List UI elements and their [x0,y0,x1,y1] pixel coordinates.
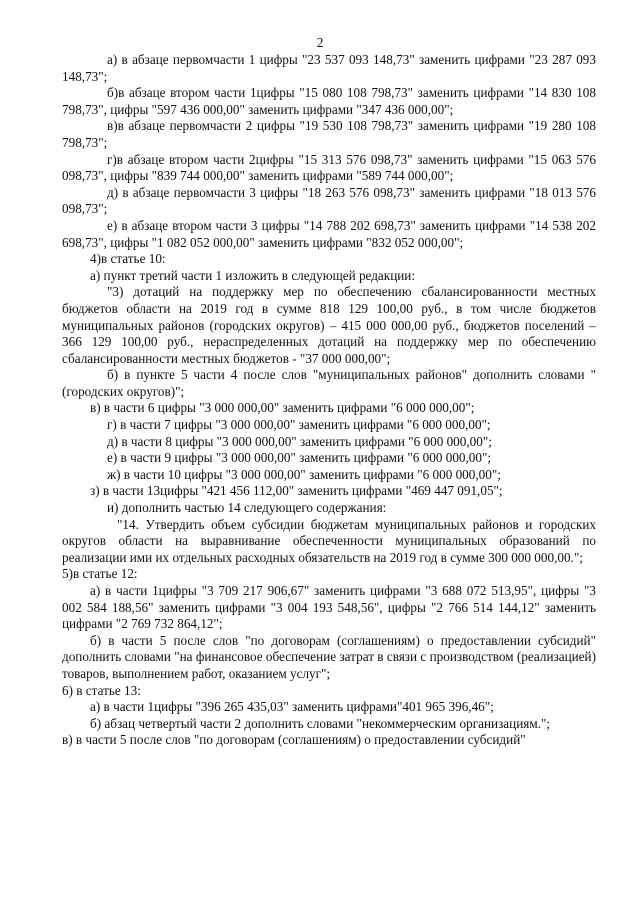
item-4-z: з) в части 13цифры "421 456 112,00" заменить цифрами "469 447 091,05"; [90,483,503,499]
item-4-g: г) в части 7 цифры "3 000 000,00" заменить цифрами "6 000 000,00"; [107,417,491,433]
item-6-v: в) в части 5 после слов "по договорам (соглашениям) о предоставлении субсидий" [62,732,526,748]
paragraph-d-article-1: д) в абзаце первомчасти 3 цифры "18 263 576 098,73" заменить цифрами "18 013 576 098,73"; [62,184,596,217]
item-4-heading: 4)в статье 10: [90,251,166,267]
item-6-b: б) абзац четвертый части 2 дополнить словами "некоммерческим организациям."; [90,715,551,731]
item-5-heading: 5)в статье 12: [62,566,138,582]
paragraph-v-article-1: в)в абзаце первомчасти 2 цифры "19 530 108 798,73" заменить цифрами "19 280 108 798,73"; [62,118,596,150]
item-4-a-quote: "3) дотаций на поддержку мер по обеспечению сбалансированности местных бюджетов области на 2019 год в сумме 818 129 100,00 руб., в том числе бюджетов муниципальных районов (городских округов) – 415 000 000,00 руб., бюджетов поселений – 366 129 100,00 руб., нераспределенных дотаций на поддержку мер по обеспечению сбалансированности местных бюджетов - "37 000 000,00"; [62,284,596,366]
paragraph-b-article-1: б)в абзаце втором части 1цифры "15 080 108 798,73" заменить цифрами "14 830 108 798,73", цифры "597 436 000,00" заменить цифрами "347 436 000,00"; [62,85,596,117]
item-4-e: е) в части 9 цифры "3 000 000,00" заменить цифрами "6 000 000,00"; [107,450,492,466]
paragraph-a-article-1: а) в абзаце первомчасти 1 цифры "23 537 093 148,73" заменить цифрами "23 287 093 148,73"; [62,52,596,84]
paragraph-e-article-1: е) в абзаце втором части 3 цифры "14 788 202 698,73" заменить цифрами "14 538 202 698,73", цифры "1 082 052 000,00" заменить цифрами "832 052 000,00"; [62,217,596,250]
item-4-d: д) в части 8 цифры "3 000 000,00" заменить цифрами "6 000 000,00"; [107,433,492,449]
item-4-i: и) дополнить частью 14 следующего содержания: [107,500,387,516]
page-number: 2 [316,35,324,50]
item-4-i-quote: "14. Утвердить объем субсидии бюджетам муниципальных районов и городских округов области на выравнивание обеспеченности муниципальных образований по реализации ими их отдельных расходных обязательств на 2019 год в сумме 300 000 000,00."; [62,516,596,565]
item-4-b: б) в пункте 5 части 4 после слов "муниципальных районов" дополнить словами "(городских округов)"; [62,367,596,399]
item-5-b: б) в части 5 после слов "по договорам (соглашениям) о предоставлении субсидий" дополнить словами "на финансовое обеспечение затрат в связи с производством (реализацией) товаров, выполнением работ, оказанием услуг"; [62,632,596,681]
item-6-heading: 6) в статье 13: [62,682,141,698]
item-4-zh: ж) в части 10 цифры "3 000 000,00" заменить цифрами "6 000 000,00"; [107,466,501,482]
item-5-a: а) в части 1цифры "3 709 217 906,67" заменить цифрами "3 688 072 513,95", цифры "3 002 584 188,56" заменить цифрами "3 004 193 548,56", цифры "2 766 514 144,12" заменить цифрами "2 769 732 864,12"; [62,583,596,632]
paragraph-g-article-1: г)в абзаце втором части 2цифры "15 313 576 098,73" заменить цифрами "15 063 576 098,73", цифры "839 744 000,00" заменить цифрами "589 744 000,00"; [62,151,596,184]
item-4-a: а) пункт третий части 1 изложить в следующей редакции: [90,267,416,283]
item-4-v: в) в части 6 цифры "3 000 000,00" заменить цифрами "6 000 000,00"; [90,400,475,416]
document-body [62,52,596,749]
item-6-a: а) в части 1цифры "396 265 435,03" заменить цифрами"401 965 396,46"; [90,699,494,715]
